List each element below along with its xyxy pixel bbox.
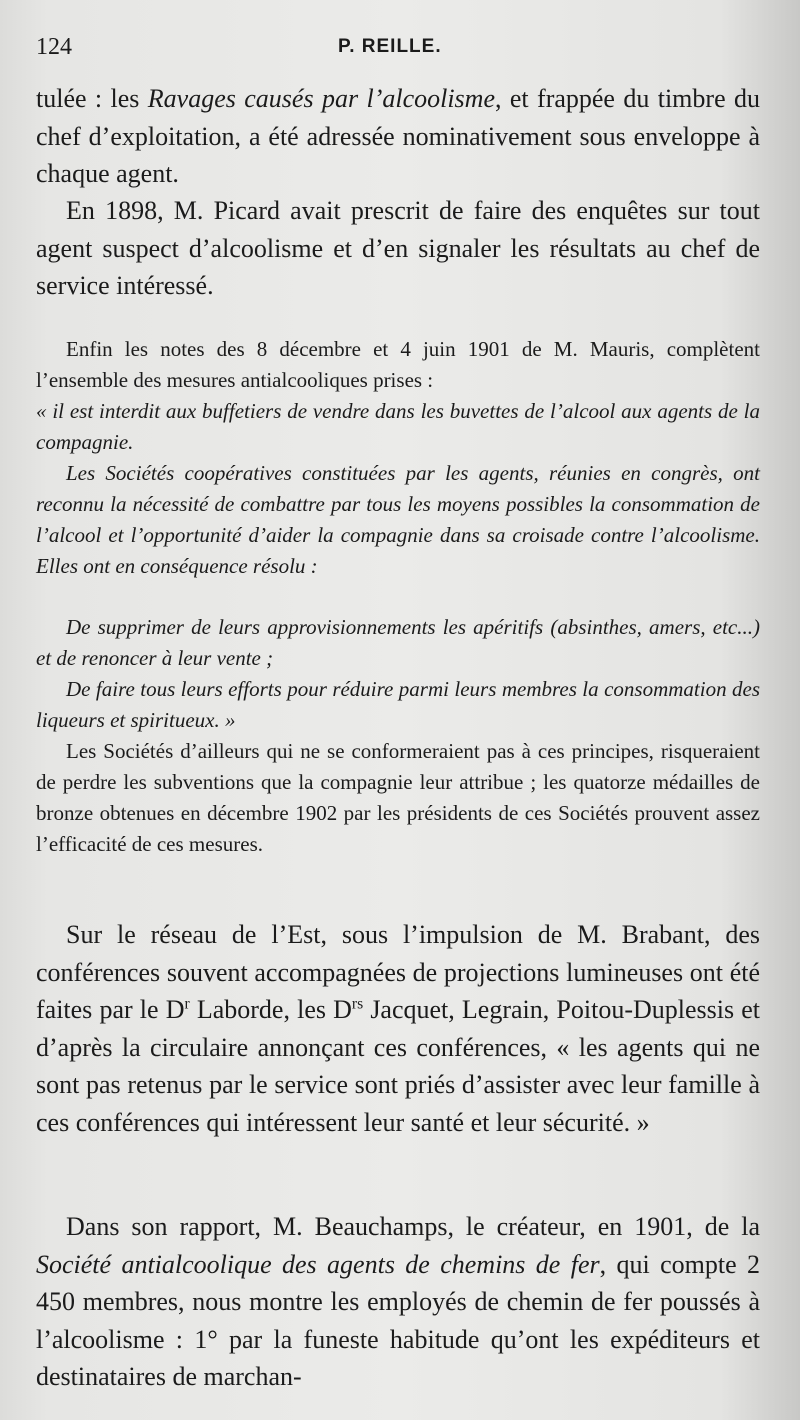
paragraph-reseau-est (36, 916, 760, 1141)
page-number: 124 (36, 34, 72, 60)
italic-title: Ravages causés par l’alcoolisme (147, 84, 495, 113)
paragraph-text: Jacquet, Legrain, Poitou-Duplessis et d’après la circulaire annonçant ces conférences, « les agents qui ne sont pas retenus par le service sont priés d’assister avec leur famille à ces conférences qui intéressent leur santé et leur sécurité. » (36, 995, 760, 1137)
paragraph-text: Laborde, les D (189, 995, 352, 1024)
quote-societes: Les Sociétés coopératives constituées par les agents, réunies en congrès, ont reconnu la nécessité de combattre par tous les moyens possibles la consommation de l’alcool et l’opportunité d’aider la compagnie dans sa croisade contre l’alcoolisme. Elles ont en conséquence résolu : (36, 461, 760, 578)
paragraph-mauris: Enfin les notes des 8 décembre et 4 juin 1901 de M. Mauris, complètent l’ensemble des mesures antialcooliques prises : (36, 337, 760, 392)
paragraph-text: Sur le réseau de l’Est, sous l’impulsion de M. Brabant, des conférences souvent accompagnées de projections lumineuses ont été faites par le D (36, 920, 760, 1024)
superscript: r (184, 995, 190, 1013)
paragraph-beauchamps (36, 1208, 760, 1396)
paragraph-societes-ailleurs: Les Sociétés d’ailleurs qui ne se conformeraient pas à ces principes, risqueraient de perdre les subventions que la compagnie leur attribue ; les quatorze médailles de bronze obtenues en décembre 1902 par les présidents de ces Sociétés prouvent assez l’efficacité de ces mesures. (36, 739, 760, 856)
paragraph-picard: En 1898, M. Picard avait prescrit de faire des enquêtes sur tout agent suspect d’alcoolisme et d’en signaler les résultats au chef de service intéressé. (36, 196, 760, 300)
quote-supprimer: De supprimer de leurs approvisionnements les apéritifs (absinthes, amers, etc...) et de renoncer à leur vente ; (36, 615, 760, 670)
paragraph-text: tulée : les (36, 84, 148, 113)
running-head: P. REILLE. (338, 36, 442, 57)
superscript: rs (351, 995, 364, 1013)
italic-society-name: Société antialcoolique des agents de chemins de fer (36, 1249, 600, 1279)
paragraph-text: , et frappée du timbre du chef d’exploitation, a été adressée nominativement sous enveloppe à chaque agent. (36, 84, 760, 188)
quote-buffetiers: « il est interdit aux buffetiers de vendre dans les buvettes de l’alcool aux agents de la compagnie. (36, 399, 760, 454)
paragraph-text: Dans son rapport, M. Beauchamps, le créateur, en 1901, de la (66, 1212, 760, 1241)
paragraph-text: , qui compte 2 450 membres, nous montre les employés de chemin de fer poussés à l’alcoolisme : 1° par la funeste habitude qu’ont les expéditeurs et destinataires de marchan- (36, 1249, 760, 1391)
page-header (36, 34, 760, 70)
quote-efforts: De faire tous leurs efforts pour réduire parmi leurs membres la consommation des liqueurs et spiritueux. » (36, 677, 760, 732)
paragraph-ravages (36, 80, 760, 193)
